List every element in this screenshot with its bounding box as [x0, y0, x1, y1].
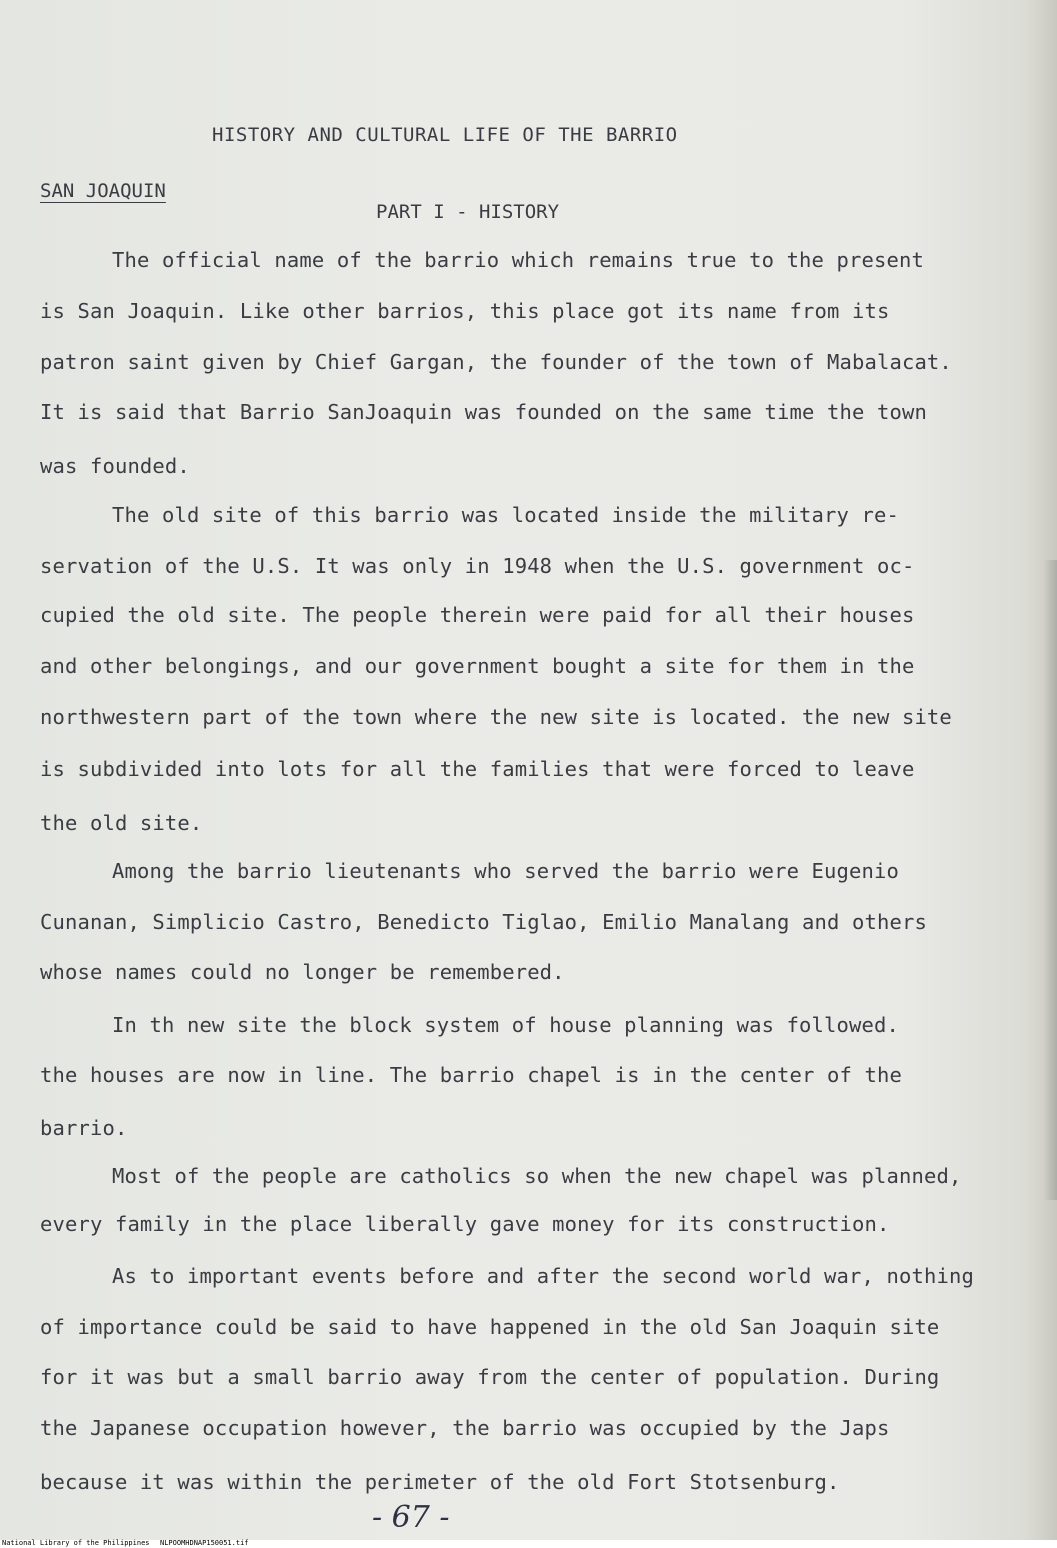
text-line: It is said that Barrio SanJoaquin was founded on the same time the town [40, 400, 927, 424]
text-line: As to important events before and after the second world war, nothing [112, 1264, 974, 1288]
text-line: patron saint given by Chief Gargan, the founder of the town of Mabalacat. [40, 350, 952, 374]
text-line: Most of the people are catholics so when the new chapel was planned, [112, 1164, 962, 1188]
text-line: because it was within the perimeter of the old Fort Stotsenburg. [40, 1470, 840, 1494]
text-line: the old site. [40, 811, 203, 835]
text-line: northwestern part of the town where the new site is located. the new site [40, 705, 952, 729]
page-number: - 67 - [372, 1500, 450, 1535]
text-line: The official name of the barrio which remains true to the present [112, 248, 924, 272]
text-line: In th new site the block system of house planning was followed. [112, 1013, 899, 1037]
text-line: was founded. [40, 454, 190, 478]
text-line: The old site of this barrio was located inside the military re- [112, 503, 899, 527]
text-line: barrio. [40, 1116, 128, 1140]
footer-filename: NLPOOMHDNAP150051.tif [160, 1539, 249, 1547]
text-line: every family in the place liberally gave money for its construction. [40, 1212, 890, 1236]
text-line: the houses are now in line. The barrio chapel is in the center of the [40, 1063, 902, 1087]
barrio-name: SAN JOAQUIN [40, 180, 166, 202]
scan-footer [0, 1540, 1057, 1548]
text-line: of importance could be said to have happened in the old San Joaquin site [40, 1315, 940, 1339]
text-line: whose names could no longer be remembered. [40, 960, 565, 984]
text-line: is San Joaquin. Like other barrios, this place got its name from its [40, 299, 890, 323]
text-line: is subdivided into lots for all the families that were forced to leave [40, 757, 915, 781]
part-heading: PART I - HISTORY [376, 201, 560, 223]
text-line: for it was but a small barrio away from the center of population. During [40, 1365, 940, 1389]
footer-library: National Library of the Philippines [2, 1539, 150, 1547]
page-edge-shadow [1043, 560, 1057, 1200]
document-title: HISTORY AND CULTURAL LIFE OF THE BARRIO [212, 124, 678, 146]
text-line: servation of the U.S. It was only in 1948 when the U.S. government oc- [40, 554, 915, 578]
text-line: and other belongings, and our government bought a site for them in the [40, 654, 915, 678]
text-line: Cunanan, Simplicio Castro, Benedicto Tiglao, Emilio Manalang and others [40, 910, 927, 934]
text-line: cupied the old site. The people therein were paid for all their houses [40, 603, 915, 627]
text-line: the Japanese occupation however, the barrio was occupied by the Japs [40, 1416, 890, 1440]
text-line: Among the barrio lieutenants who served the barrio were Eugenio [112, 859, 899, 883]
